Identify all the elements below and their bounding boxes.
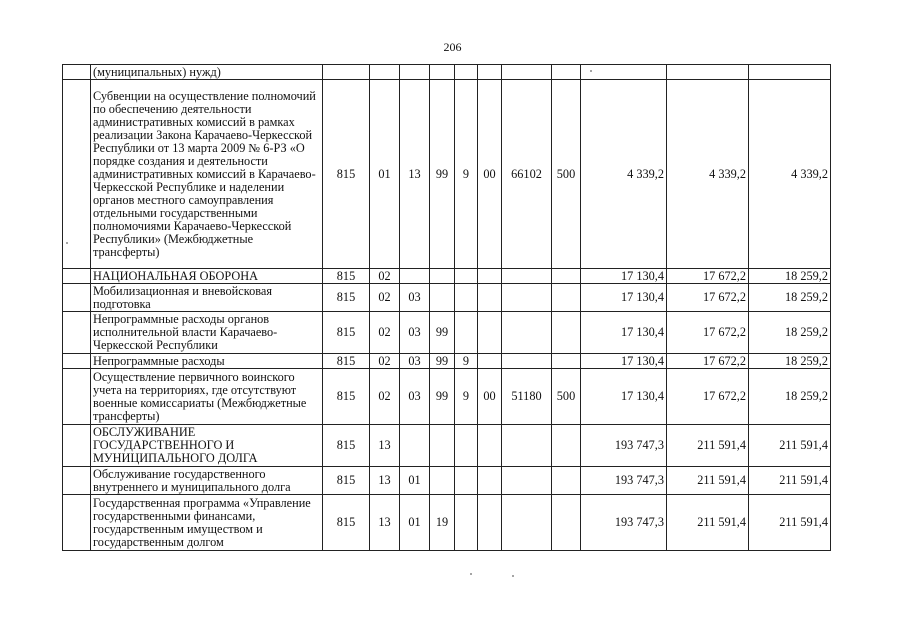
code-cell: 19	[430, 495, 455, 551]
scan-speck	[590, 70, 592, 72]
item-name-cell: Обслуживание государственного внутреннего и муниципального долга	[91, 467, 323, 495]
row-number-cell	[63, 312, 91, 354]
scan-speck	[66, 242, 68, 244]
item-name-cell: Осуществление первичного воинского учета на территориях, где отсутствуют военные комиссариаты (Межбюджетные трансферты)	[91, 369, 323, 425]
item-name-cell: НАЦИОНАЛЬНАЯ ОБОРОНА	[91, 269, 323, 284]
item-name-cell: Государственная программа «Управление государственными финансами, государственным имуществом и государственным долгом	[91, 495, 323, 551]
scan-speck	[470, 573, 472, 575]
budget-table	[62, 64, 831, 551]
table-row	[63, 354, 831, 369]
code-cell	[552, 354, 581, 369]
code-cell: 500	[552, 369, 581, 425]
amount-cell-2: 211 591,4	[667, 425, 749, 467]
item-name-cell: (муниципальных) нужд)	[91, 65, 323, 80]
code-cell: 02	[370, 369, 400, 425]
code-cell: 02	[370, 312, 400, 354]
code-cell	[478, 425, 502, 467]
table-row	[63, 65, 831, 80]
code-cell	[478, 495, 502, 551]
code-cell: 815	[323, 269, 370, 284]
code-cell	[455, 467, 478, 495]
code-cell: 00	[478, 80, 502, 269]
code-cell: 815	[323, 467, 370, 495]
code-cell	[400, 425, 430, 467]
table-row	[63, 269, 831, 284]
item-name-cell: Непрограммные расходы органов исполнительной власти Карачаево-Черкесской Республики	[91, 312, 323, 354]
code-cell: 01	[400, 495, 430, 551]
row-number-cell	[63, 495, 91, 551]
amount-cell-3	[749, 65, 831, 80]
amount-cell-3: 18 259,2	[749, 269, 831, 284]
code-cell	[502, 312, 552, 354]
amount-cell-3: 18 259,2	[749, 284, 831, 312]
row-number-cell	[63, 467, 91, 495]
amount-cell-1: 17 130,4	[581, 354, 667, 369]
code-cell	[323, 65, 370, 80]
code-cell	[552, 65, 581, 80]
code-cell: 03	[400, 284, 430, 312]
amount-cell-2: 17 672,2	[667, 269, 749, 284]
code-cell	[455, 425, 478, 467]
item-name-cell: Субвенции на осуществление полномочий по обеспечению деятельности административных комиссий в рамках реализации Закона Карачаево-Черкесской Республики от 13 марта 2009 № 6-РЗ «О порядке создания и деятельности административных комиссий в Карачаево-Черкесской Республике и наделении органов местного самоуправления отдельными государственными полномочиями Карачаево-Черкесской Республики» (Межбюджетные трансферты)	[91, 80, 323, 269]
amount-cell-3: 211 591,4	[749, 495, 831, 551]
code-cell	[502, 284, 552, 312]
code-cell: 13	[370, 495, 400, 551]
amount-cell-1: 4 339,2	[581, 80, 667, 269]
row-number-cell	[63, 65, 91, 80]
row-number-cell	[63, 354, 91, 369]
item-name-cell: ОБСЛУЖИВАНИЕ ГОСУДАРСТВЕННОГО И МУНИЦИПАЛЬНОГО ДОЛГА	[91, 425, 323, 467]
code-cell	[502, 269, 552, 284]
row-number-cell	[63, 369, 91, 425]
code-cell: 500	[552, 80, 581, 269]
amount-cell-1: 17 130,4	[581, 312, 667, 354]
code-cell: 03	[400, 312, 430, 354]
code-cell: 02	[370, 284, 400, 312]
amount-cell-1: 17 130,4	[581, 369, 667, 425]
code-cell	[478, 284, 502, 312]
code-cell: 13	[370, 425, 400, 467]
code-cell	[552, 467, 581, 495]
code-cell: 13	[370, 467, 400, 495]
code-cell: 02	[370, 354, 400, 369]
amount-cell-2	[667, 65, 749, 80]
code-cell: 815	[323, 284, 370, 312]
code-cell	[430, 425, 455, 467]
row-number-cell	[63, 284, 91, 312]
code-cell	[478, 65, 502, 80]
code-cell: 99	[430, 80, 455, 269]
table-row	[63, 495, 831, 551]
amount-cell-2: 17 672,2	[667, 354, 749, 369]
amount-cell-1: 17 130,4	[581, 269, 667, 284]
code-cell: 01	[370, 80, 400, 269]
code-cell: 9	[455, 369, 478, 425]
table-row	[63, 425, 831, 467]
code-cell	[455, 269, 478, 284]
code-cell	[478, 354, 502, 369]
item-name-cell: Мобилизационная и вневойсковая подготовка	[91, 284, 323, 312]
code-cell	[430, 284, 455, 312]
amount-cell-1: 193 747,3	[581, 467, 667, 495]
code-cell	[455, 312, 478, 354]
code-cell: 13	[400, 80, 430, 269]
amount-cell-1: 17 130,4	[581, 284, 667, 312]
code-cell: 9	[455, 354, 478, 369]
code-cell: 66102	[502, 80, 552, 269]
code-cell	[478, 269, 502, 284]
amount-cell-2: 17 672,2	[667, 312, 749, 354]
code-cell	[430, 269, 455, 284]
code-cell: 99	[430, 369, 455, 425]
amount-cell-1: 193 747,3	[581, 425, 667, 467]
amount-cell-3: 4 339,2	[749, 80, 831, 269]
page-number: 206	[443, 40, 462, 54]
code-cell: 99	[430, 354, 455, 369]
amount-cell-3: 18 259,2	[749, 369, 831, 425]
code-cell: 00	[478, 369, 502, 425]
code-cell	[455, 65, 478, 80]
code-cell: 03	[400, 369, 430, 425]
code-cell: 9	[455, 80, 478, 269]
code-cell	[552, 312, 581, 354]
amount-cell-3: 18 259,2	[749, 354, 831, 369]
code-cell: 02	[370, 269, 400, 284]
code-cell	[502, 495, 552, 551]
amount-cell-3: 211 591,4	[749, 467, 831, 495]
amount-cell-3: 18 259,2	[749, 312, 831, 354]
table-row	[63, 284, 831, 312]
row-number-cell	[63, 425, 91, 467]
code-cell	[370, 65, 400, 80]
code-cell	[478, 467, 502, 495]
code-cell: 51180	[502, 369, 552, 425]
amount-cell-2: 211 591,4	[667, 495, 749, 551]
code-cell: 815	[323, 495, 370, 551]
code-cell	[502, 65, 552, 80]
table-row	[63, 80, 831, 269]
code-cell: 815	[323, 80, 370, 269]
code-cell	[502, 425, 552, 467]
row-number-cell	[63, 80, 91, 269]
code-cell	[400, 65, 430, 80]
code-cell	[455, 495, 478, 551]
amount-cell-2: 17 672,2	[667, 369, 749, 425]
code-cell: 815	[323, 312, 370, 354]
code-cell: 01	[400, 467, 430, 495]
code-cell	[552, 425, 581, 467]
amount-cell-2: 211 591,4	[667, 467, 749, 495]
code-cell	[455, 284, 478, 312]
code-cell: 815	[323, 425, 370, 467]
row-number-cell	[63, 269, 91, 284]
amount-cell-1	[581, 65, 667, 80]
code-cell: 03	[400, 354, 430, 369]
amount-cell-2: 4 339,2	[667, 80, 749, 269]
code-cell: 815	[323, 369, 370, 425]
table-row	[63, 467, 831, 495]
code-cell	[430, 65, 455, 80]
scan-speck	[512, 575, 514, 577]
code-cell	[552, 495, 581, 551]
amount-cell-2: 17 672,2	[667, 284, 749, 312]
amount-cell-3: 211 591,4	[749, 425, 831, 467]
code-cell	[552, 284, 581, 312]
code-cell	[478, 312, 502, 354]
code-cell	[502, 467, 552, 495]
table-row	[63, 312, 831, 354]
item-name-cell: Непрограммные расходы	[91, 354, 323, 369]
amount-cell-1: 193 747,3	[581, 495, 667, 551]
code-cell	[502, 354, 552, 369]
code-cell	[400, 269, 430, 284]
code-cell: 815	[323, 354, 370, 369]
table-row	[63, 369, 831, 425]
code-cell	[552, 269, 581, 284]
code-cell	[430, 467, 455, 495]
code-cell: 99	[430, 312, 455, 354]
